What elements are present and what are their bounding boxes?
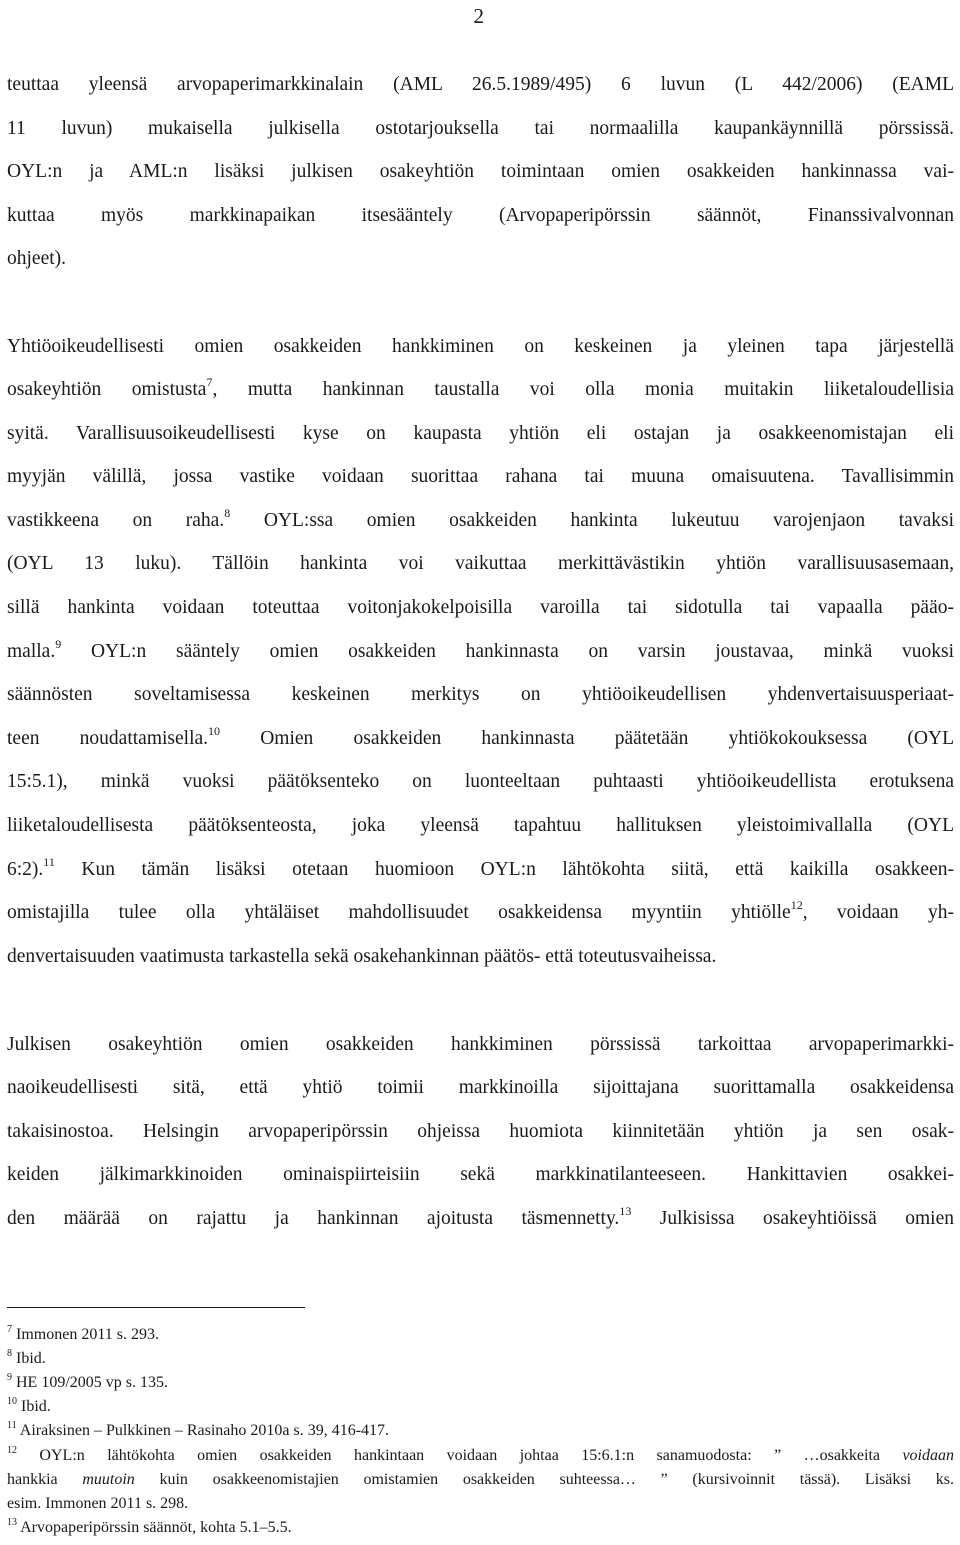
footnote-10 (7, 1396, 954, 1418)
text-line: denvertaisuuden vaatimusta tarkastella sekä osakehankinnan päätös- että toteutusvaiheissa. (7, 946, 717, 967)
footnote-13 (7, 1517, 954, 1539)
text-line (7, 1204, 954, 1234)
text-span: 6:2). (7, 859, 44, 880)
text-line: OYL:n ja AML:n lisäksi julkisen osakeyhtiön toimintaan omien osakkeiden hankinnassa vai- (7, 161, 954, 182)
footnote-number: 12 (7, 1445, 17, 1456)
text-span: vastikkeena on raha. (7, 510, 225, 531)
footnote-12 (7, 1445, 954, 1467)
footnote-text: Ibid. (12, 1350, 46, 1367)
text-span: den määrää on rajattu ja hankinnan ajoitusta täsmennetty. (7, 1208, 620, 1229)
text-span: OYL:n sääntely omien osakkeiden hankinnasta on varsin joustavaa, minkä vuoksi (61, 641, 954, 662)
footnote-number: 10 (7, 1396, 17, 1407)
footnote-11 (7, 1420, 954, 1442)
footnote-italic: voidaan (902, 1447, 954, 1464)
text-span: Omien osakkeiden hankinnasta päätetään yhtiökokouksessa (OYL (220, 728, 954, 749)
footnote-7 (7, 1324, 954, 1346)
text-line (7, 898, 954, 928)
footnote-separator (7, 1307, 305, 1308)
footnote-ref: 12 (790, 898, 803, 912)
footnote-text: Arvopaperipörssin säännöt, kohta 5.1–5.5. (17, 1519, 292, 1536)
footnote-ref: 11 (43, 855, 55, 869)
footnote-ref: 8 (224, 506, 231, 520)
text-span: OYL:ssa omien osakkeiden hankinta lukeutuu varojenjaon tavaksi (230, 510, 954, 531)
text-line: kuttaa myös markkinapaikan itsesääntely (Arvopaperipörssin säännöt, Finanssivalvonnan (7, 205, 954, 226)
footnote-number: 11 (7, 1420, 17, 1431)
footnote-ref: 9 (55, 637, 62, 651)
footnote-12-cont (7, 1469, 954, 1491)
text-span: Julkisissa osakeyhtiöissä omien (631, 1208, 954, 1229)
footnote-12-end: esim. Immonen 2011 s. 298. (7, 1495, 189, 1512)
footnote-ref: 13 (619, 1204, 632, 1218)
text-line: sillä hankinta voidaan toteuttaa voitonjakokelpoisilla varoilla tai sidotulla tai vapaalla pääo- (7, 597, 954, 618)
footnote-8 (7, 1348, 954, 1370)
footnote-text: kuin osakkeenomistajien omistamien osakkeiden suhteessa… ” (kursivoinnit tässä). Lisäksi ks. (134, 1471, 954, 1488)
text-line (7, 375, 954, 405)
text-line: ohjeet). (7, 248, 67, 269)
page-number: 2 (473, 4, 484, 28)
text-line: myyjän välillä, jossa vastike voidaan suorittaa rahana tai muuna omaisuutena. Tavallisimmin (7, 466, 954, 487)
footnote-9 (7, 1372, 954, 1394)
footnote-text: OYL:n lähtökohta omien osakkeiden hankintaan voidaan johtaa 15:6.1:n sanamuodosta: ” …osakkeita (17, 1447, 903, 1464)
text-line: 15:5.1), minkä vuoksi päätöksenteko on luonteeltaan puhtaasti yhtiöoikeudellista erotuksena (7, 771, 954, 792)
text-line: Yhtiöoikeudellisesti omien osakkeiden hankkiminen on keskeinen ja yleinen tapa järjestellä (7, 336, 954, 357)
footnote-number: 8 (7, 1348, 12, 1359)
text-line: liiketaloudellisesta päätöksenteosta, joka yleensä tapahtuu hallituksen yleistoimivallalla (OYL (7, 815, 954, 836)
text-span: omistajilla tulee olla yhtäläiset mahdollisuudet osakkeidensa myyntiin yhtiölle (7, 902, 791, 923)
text-span: , voidaan yh- (802, 902, 954, 923)
footnote-italic: muutoin (82, 1471, 135, 1488)
footnote-ref: 7 (206, 375, 213, 389)
footnote-number: 7 (7, 1324, 12, 1335)
text-line: Julkisen osakeyhtiön omien osakkeiden hankkiminen pörssissä tarkoittaa arvopaperimarkki- (7, 1034, 954, 1055)
text-line: (OYL 13 luku). Tällöin hankinta voi vaikuttaa merkittävästikin yhtiön varallisuusasemaan, (7, 553, 954, 574)
text-span: teen noudattamisella. (7, 728, 209, 749)
text-line (7, 724, 954, 754)
text-line (7, 855, 954, 885)
footnote-text: Airaksinen – Pulkkinen – Rasinaho 2010a s. 39, 416-417. (16, 1422, 390, 1439)
text-line: 11 luvun) mukaisella julkisella ostotarjouksella tai normaalilla kaupankäynnillä pörssissä. (7, 118, 954, 139)
text-line: keiden jälkimarkkinoiden ominaispiirteisiin sekä markkinatilanteeseen. Hankittavien osakkei- (7, 1164, 954, 1185)
footnote-text: hankkia (7, 1471, 83, 1488)
text-line: naoikeudellisesti sitä, että yhtiö toimii markkinoilla sijoittajana suorittamalla osakkeidensa (7, 1077, 954, 1098)
text-line: syitä. Varallisuusoikeudellisesti kyse on kaupasta yhtiön eli ostajan ja osakkeenomistajan eli (7, 423, 954, 444)
text-span: , mutta hankinnan taustalla voi olla monia muitakin liiketaloudellisia (212, 379, 954, 400)
text-span: malla. (7, 641, 56, 662)
footnote-number: 13 (7, 1517, 17, 1528)
footnote-number: 9 (7, 1372, 12, 1383)
footnote-ref: 10 (208, 724, 221, 738)
footnote-text: Ibid. (17, 1398, 51, 1415)
text-line: säännösten soveltamisessa keskeinen merkitys on yhtiöoikeudellisen yhdenvertaisuusperiaat- (7, 684, 954, 705)
text-span: Kun tämän lisäksi otetaan huomioon OYL:n lähtökohta siitä, että kaikilla osakkeen- (54, 859, 954, 880)
text-line (7, 637, 954, 667)
text-line: teuttaa yleensä arvopaperimarkkinalain (AML 26.5.1989/495) 6 luvun (L 442/2006) (EAML (7, 74, 954, 95)
text-line: takaisinostoa. Helsingin arvopaperipörssin ohjeissa huomiota kiinnitetään yhtiön ja sen osak- (7, 1121, 954, 1142)
footnote-text: HE 109/2005 vp s. 135. (12, 1374, 168, 1391)
text-span: osakeyhtiön omistusta (7, 379, 207, 400)
text-line (7, 506, 954, 536)
footnote-text: Immonen 2011 s. 293. (12, 1326, 159, 1343)
